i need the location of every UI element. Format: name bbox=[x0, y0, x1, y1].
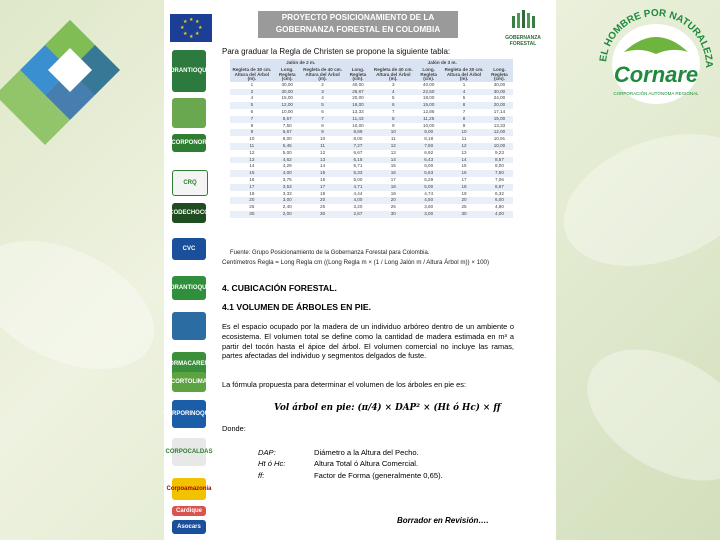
table-cell: 11,25 bbox=[415, 116, 442, 123]
definition-desc: Altura Total ó Altura Comercial. bbox=[314, 459, 419, 469]
partner-logos-column bbox=[164, 0, 214, 540]
cornare-tagline: CORPORACIÓN AUTÓNOMA REGIONAL bbox=[613, 91, 699, 96]
table-cell: 3,00 bbox=[415, 211, 442, 218]
table-cell: 20 bbox=[371, 197, 415, 204]
table-cell: 4 bbox=[371, 89, 415, 96]
table-cell: 8,00 bbox=[494, 163, 504, 169]
table-cell: 19 bbox=[461, 190, 467, 196]
side-logo-12: CORPOCALDAS bbox=[172, 438, 206, 466]
definition-desc: Diámetro a la Altura del Pecho. bbox=[314, 448, 419, 457]
table-cell: 20 bbox=[301, 197, 345, 204]
table-cell: 30 bbox=[301, 211, 345, 218]
table-cell: 14 bbox=[320, 163, 326, 169]
table-cell: 4,71 bbox=[344, 184, 371, 191]
table-cell: 8,57 bbox=[274, 116, 301, 123]
side-logo-9: CORMACARENA bbox=[172, 352, 206, 376]
table-row bbox=[230, 191, 513, 198]
table-cell: 14 bbox=[249, 163, 255, 169]
formula-intro: La fórmula propuesta para determinar el volumen de los árboles en pie es: bbox=[222, 380, 467, 389]
table-cell: 4,62 bbox=[274, 157, 301, 164]
christen-rule-table bbox=[230, 59, 513, 218]
definition-item bbox=[258, 447, 443, 458]
column-header: Regleta de 40 cm. Altura del Árbol (m). bbox=[371, 68, 415, 82]
table-cell: 13 bbox=[301, 157, 345, 164]
table-cell: 10 bbox=[371, 129, 415, 136]
table-cell: 12 bbox=[320, 149, 326, 155]
table-cell: 11 bbox=[461, 136, 467, 142]
table-cell: 6 bbox=[371, 102, 415, 109]
table-row bbox=[230, 184, 513, 191]
table-cell: 15 bbox=[390, 163, 396, 169]
table-cell: 15,00 bbox=[486, 116, 513, 123]
table-cell: 25 bbox=[461, 204, 467, 210]
table-row bbox=[230, 109, 513, 116]
svg-text:★: ★ bbox=[195, 19, 200, 25]
table-cell: 11 bbox=[230, 143, 274, 150]
table-cell: 11 bbox=[301, 143, 345, 150]
table-cell: 15,00 bbox=[281, 95, 293, 101]
side-logo-8 bbox=[172, 312, 206, 340]
table-cell: 24,00 bbox=[493, 95, 506, 101]
side-logo-4: CRQ bbox=[172, 170, 208, 196]
svg-text:★: ★ bbox=[189, 17, 194, 23]
table-cell: 20 bbox=[442, 197, 486, 204]
table-cell: 7,50 bbox=[486, 170, 513, 177]
background-leaf bbox=[546, 109, 720, 290]
table-cell: 3,33 bbox=[282, 190, 292, 196]
table-cell: 20 bbox=[230, 197, 274, 204]
subsection-title: 4.1 VOLUMEN DE ÁRBOLES EN PIE. bbox=[222, 302, 371, 312]
table-cell: 5 bbox=[392, 95, 395, 101]
table-row bbox=[230, 204, 513, 211]
table-row bbox=[230, 82, 513, 89]
table-cell: 7,27 bbox=[344, 143, 371, 150]
svg-text:★: ★ bbox=[195, 31, 200, 37]
side-logo-3: CORPONOR bbox=[172, 134, 206, 152]
side-logo-15: Asocars bbox=[172, 520, 206, 534]
definition-term: Ht ó Hc: bbox=[258, 459, 286, 469]
table-cell: 10,00 bbox=[422, 122, 435, 128]
side-logo-10: CORTOLIMA bbox=[172, 372, 206, 392]
table-cell: 13 bbox=[390, 149, 396, 155]
table-cell: 16 bbox=[320, 176, 326, 182]
table-cell: 18 bbox=[442, 184, 486, 191]
table-cell: 1 bbox=[250, 81, 254, 87]
table-cell: 4 bbox=[250, 95, 254, 101]
side-logo-6: CVC bbox=[172, 238, 206, 260]
table-cell: 30 bbox=[442, 211, 486, 218]
table-cell: 10 bbox=[249, 136, 255, 142]
side-logo-1: CORANTIOQUIA bbox=[172, 50, 206, 92]
table-cell: 15,00 bbox=[415, 102, 442, 109]
table-source: Fuente: Grupo Posicionamiento de la Gobernanza Forestal para Colombia. bbox=[230, 250, 430, 256]
table-cell: 5,29 bbox=[424, 176, 434, 182]
table-cell: 6,67 bbox=[486, 184, 513, 191]
table-cell: 5,00 bbox=[353, 176, 363, 182]
table-cell: 4 bbox=[442, 89, 486, 96]
table-row bbox=[230, 163, 513, 170]
table-row bbox=[230, 89, 513, 96]
table-cell: 19 bbox=[390, 190, 396, 196]
table-cell: 16 bbox=[442, 170, 486, 177]
tree-people-icon bbox=[508, 8, 538, 30]
table-cell: 5 bbox=[462, 95, 466, 101]
table-row bbox=[230, 116, 513, 123]
table-cell: 13,33 bbox=[352, 108, 364, 114]
table-cell: 18 bbox=[249, 190, 255, 196]
table-cell: 6,15 bbox=[344, 157, 371, 164]
table-cell: 30,00 bbox=[493, 81, 506, 87]
table-cell: 40,00 bbox=[422, 81, 435, 87]
table-cell: 7 bbox=[392, 108, 395, 114]
table-cell: 8 bbox=[442, 116, 486, 123]
table-cell: 10,00 bbox=[486, 143, 513, 150]
table-cell: 17 bbox=[390, 176, 396, 182]
banner-line-1: PROYECTO POSICIONAMIENTO DE LA bbox=[281, 13, 435, 22]
table-cell: 9 bbox=[301, 129, 345, 136]
table-row bbox=[230, 157, 513, 164]
table-cell: 3,53 bbox=[274, 184, 301, 191]
table-cell: 9,00 bbox=[415, 129, 442, 136]
table-cell: 10,91 bbox=[493, 136, 506, 142]
table-cell: 18 bbox=[320, 190, 326, 196]
table-cell: 17,14 bbox=[493, 108, 506, 114]
table-cell: 4,00 bbox=[344, 197, 371, 204]
table-cell: 7,06 bbox=[494, 176, 504, 182]
table-cell: 16 bbox=[371, 170, 415, 177]
table-cell: 6 bbox=[321, 108, 324, 114]
table-cell: 7 bbox=[301, 116, 345, 123]
table-row bbox=[230, 136, 513, 143]
table-cell: 30,00 bbox=[281, 81, 293, 87]
definitions-list bbox=[258, 447, 443, 481]
table-cell: 5,00 bbox=[415, 184, 442, 191]
section-title: 4. CUBICACIÓN FORESTAL. bbox=[222, 283, 337, 293]
table-cell: 12,86 bbox=[422, 108, 435, 114]
column-header: Long. Regleta (cm). bbox=[486, 68, 513, 82]
definition-term: ff: bbox=[258, 470, 265, 480]
table-cell: 5,33 bbox=[344, 170, 371, 177]
column-header: Long. Regleta (cm). bbox=[274, 68, 301, 82]
table-row bbox=[230, 177, 513, 184]
table-cell: 20,00 bbox=[352, 95, 364, 101]
cornare-arc-text: EL HOMBRE POR NATURALEZA bbox=[598, 7, 715, 69]
table-cell: 8 bbox=[321, 122, 324, 128]
table-cell: 14 bbox=[442, 157, 486, 164]
table-cell: 9 bbox=[462, 122, 466, 128]
table-cell: 8,18 bbox=[424, 136, 434, 142]
definition-term: DAP: bbox=[258, 448, 276, 457]
table-cell: 22,50 bbox=[415, 89, 442, 96]
volume-formula: Vol árbol en pie: (π/4) × DAP² × (Ht ó Hc) × ff bbox=[274, 403, 501, 413]
table-cell: 30,00 bbox=[486, 89, 513, 96]
table-row bbox=[230, 143, 513, 150]
table-cell: 6,32 bbox=[494, 190, 504, 196]
table-cell: 15 bbox=[301, 170, 345, 177]
table-cell: 12 bbox=[442, 143, 486, 150]
table-cell: 3,00 bbox=[274, 197, 301, 204]
table-cell: 25 bbox=[320, 204, 326, 210]
svg-text:★: ★ bbox=[180, 25, 185, 31]
table-cell: 6,00 bbox=[424, 163, 434, 169]
table-cell: 30,00 bbox=[274, 89, 301, 96]
table-cell: 5 bbox=[230, 102, 274, 109]
column-header: Regleta de 30 cm. Altura del Árbol (m). bbox=[230, 68, 274, 82]
table-cell: 13,33 bbox=[493, 122, 506, 128]
table-cell: 10,00 bbox=[352, 122, 364, 128]
donde-label: Donde: bbox=[222, 424, 246, 433]
table-cell: 2 bbox=[321, 81, 324, 87]
table-row bbox=[230, 197, 513, 204]
table-cell: 30 bbox=[230, 211, 274, 218]
table-row bbox=[230, 123, 513, 130]
table-cell: 26,67 bbox=[344, 89, 371, 96]
table-row bbox=[230, 211, 513, 218]
definition-item bbox=[258, 458, 443, 469]
slide-logo-icon bbox=[0, 0, 160, 160]
table-cell: 6 bbox=[442, 102, 486, 109]
table-cell: 12,00 bbox=[274, 102, 301, 109]
table-cell: 4,80 bbox=[494, 204, 504, 210]
table-cell: 6,92 bbox=[424, 149, 434, 155]
column-header: Long. Regleta (cm). bbox=[344, 68, 371, 82]
table-cell: 10 bbox=[320, 136, 326, 142]
background-leaf bbox=[0, 215, 174, 395]
table-cell: 11 bbox=[390, 136, 396, 142]
column-header: Regleta de 40 cm. Altura del Árbol (m). bbox=[301, 68, 345, 82]
table-row bbox=[230, 95, 513, 102]
table-cell: 11,43 bbox=[344, 116, 371, 123]
table-cell: 12 bbox=[371, 143, 415, 150]
table-cell: 15 bbox=[461, 163, 467, 169]
table-intro: Para graduar la Regla de Christen se propone la siguiente tabla: bbox=[222, 47, 451, 56]
table-cell: 12,00 bbox=[486, 129, 513, 136]
table-cell: 16,00 bbox=[344, 102, 371, 109]
table-cell: 4 bbox=[321, 95, 324, 101]
table-cell: 12 bbox=[249, 149, 255, 155]
table-cell: 18 bbox=[371, 184, 415, 191]
table-cell: 3,75 bbox=[282, 176, 292, 182]
table-cell: 10 bbox=[442, 129, 486, 136]
table-cell: 9 bbox=[392, 122, 395, 128]
table-cell: 16 bbox=[249, 176, 255, 182]
table-cell: 18,00 bbox=[422, 95, 435, 101]
group-header-2: Jalón de 3 m. bbox=[371, 59, 513, 68]
table-cell: 5,71 bbox=[353, 163, 363, 169]
table-cell: 10,00 bbox=[281, 108, 293, 114]
table-cell: 4,29 bbox=[282, 163, 292, 169]
table-cell: 8 bbox=[371, 116, 415, 123]
table-cell: 7,50 bbox=[415, 143, 442, 150]
table-row bbox=[230, 170, 513, 177]
table-row bbox=[230, 129, 513, 136]
side-logo-5: CODECHOCO bbox=[172, 203, 206, 223]
side-logo-7: CORANTIOQUIA bbox=[172, 276, 206, 300]
table-cell: 8,89 bbox=[344, 129, 371, 136]
gobernanza-line-2: FORESTAL bbox=[509, 41, 537, 47]
table-cell: 14 bbox=[371, 157, 415, 164]
side-logo-13: Corpoamazonia bbox=[172, 478, 206, 500]
group-header-1: Jalón de 2 m. bbox=[230, 59, 371, 68]
table-row bbox=[230, 150, 513, 157]
table-cell: 4,00 bbox=[486, 211, 513, 218]
table-cell: 4,74 bbox=[424, 190, 434, 196]
table-cell: 7 bbox=[462, 108, 466, 114]
table-cell: 25 bbox=[249, 204, 255, 210]
table-cell: 13 bbox=[230, 157, 274, 164]
draft-footer: Borrador en Revisión…. bbox=[397, 516, 489, 525]
svg-text:★: ★ bbox=[189, 34, 194, 40]
table-cell: 13 bbox=[461, 149, 467, 155]
table-cell: 4,44 bbox=[353, 190, 363, 196]
definition-item bbox=[258, 470, 443, 481]
table-cell: 5,00 bbox=[282, 149, 292, 155]
cornare-name: Cornare bbox=[613, 62, 699, 87]
column-header: Regleta de 30 cm. Altura del Árbol (m). bbox=[442, 68, 486, 82]
table-cell: 7,50 bbox=[282, 122, 292, 128]
side-logo-2 bbox=[172, 98, 206, 128]
table-cell: 9,23 bbox=[494, 149, 504, 155]
table-cell: 5 bbox=[301, 102, 345, 109]
table-cell: 3 bbox=[301, 89, 345, 96]
table-row bbox=[230, 102, 513, 109]
table-cell: 5,63 bbox=[415, 170, 442, 177]
table-cell: 2,67 bbox=[344, 211, 371, 218]
table-cell: 40,00 bbox=[352, 81, 364, 87]
table-cell: 8 bbox=[250, 122, 254, 128]
table-cell: 4,00 bbox=[274, 170, 301, 177]
table-cell: 2 bbox=[230, 89, 274, 96]
table-cell: 15 bbox=[230, 170, 274, 177]
cornare-logo bbox=[592, 2, 720, 120]
document-page bbox=[164, 0, 556, 540]
gobernanza-line-1: GOBERNANZA bbox=[505, 35, 541, 41]
table-cell: 2,00 bbox=[274, 211, 301, 218]
definition-desc: Factor de Forma (generalmente 0,65). bbox=[314, 470, 443, 480]
background-leaf bbox=[565, 322, 720, 507]
table-cell: 8,00 bbox=[353, 136, 363, 142]
table-cell: 6 bbox=[250, 108, 254, 114]
table-cell: 3,20 bbox=[353, 204, 363, 210]
table-cell: 6,67 bbox=[353, 149, 363, 155]
table-cell: 4,50 bbox=[415, 197, 442, 204]
table-cell: 7 bbox=[230, 116, 274, 123]
table-cell: 20,00 bbox=[486, 102, 513, 109]
side-logo-11: CORPORINOQUIA bbox=[172, 400, 206, 428]
svg-text:★: ★ bbox=[183, 31, 188, 37]
eu-flag-icon bbox=[170, 14, 212, 42]
table-cell: 1 bbox=[462, 81, 466, 87]
christen-formula: Centímetros Regla = Long Regla cm ((Long Regla m × (1 / Long Jalón m / Altura Árbol m)) × 100) bbox=[222, 259, 490, 266]
table-cell: 30 bbox=[371, 211, 415, 218]
project-banner bbox=[258, 11, 458, 38]
table-cell: 6,00 bbox=[282, 136, 292, 142]
table-cell: 3 bbox=[392, 81, 395, 87]
side-logo-14: Cardique bbox=[172, 506, 206, 516]
table-cell: 17 bbox=[461, 176, 467, 182]
table-cell: 9 bbox=[230, 129, 274, 136]
svg-text:★: ★ bbox=[183, 19, 188, 25]
volume-paragraph: Es el espacio ocupado por la madera de un individuo arbóreo dentro de un ambiente o ecosistema. El volumen total se define como la cantidad de madera estimada en m³ a partir del tocón hasta el ápice del árbol. El volumen comercial no incluye las ramas, partes afectadas del individuo y segmentos delgados de fuste. bbox=[222, 322, 514, 361]
table-cell: 6,00 bbox=[486, 197, 513, 204]
table-cell: 5,45 bbox=[274, 143, 301, 150]
table-cell: 6,67 bbox=[274, 129, 301, 136]
svg-text:★: ★ bbox=[198, 25, 203, 31]
column-header: Long. Regleta (cm). bbox=[415, 68, 442, 82]
table-cell: 2,40 bbox=[282, 204, 292, 210]
table-cell: 17 bbox=[301, 184, 345, 191]
table-cell: 25 bbox=[390, 204, 396, 210]
table-cell: 17 bbox=[230, 184, 274, 191]
table-cell: 6,43 bbox=[415, 157, 442, 164]
table-cell: 8,57 bbox=[486, 157, 513, 164]
gobernanza-logo bbox=[498, 8, 548, 52]
table-cell: 3,60 bbox=[424, 204, 434, 210]
banner-line-2: GOBERNANZA FORESTAL EN COLOMBIA bbox=[275, 25, 441, 34]
